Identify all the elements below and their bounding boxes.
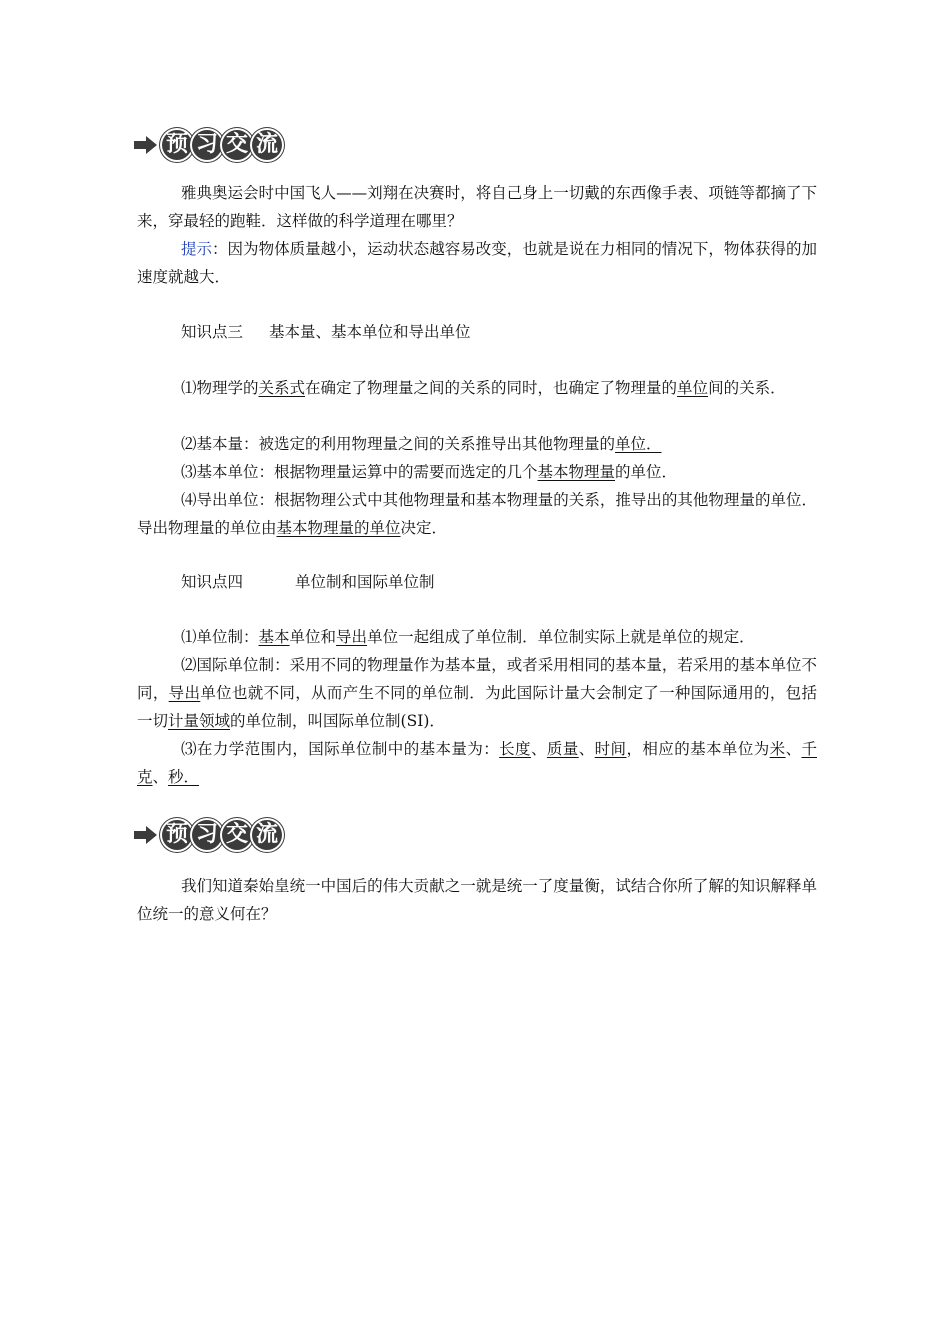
topic-label: 知识点四 [181,573,244,591]
hint-text: ：因为物体质量越小，运动状态越容易改变，也就是说在力相同的情况下，物体获得的加速度就越大． [137,240,817,286]
section-badge [160,128,284,162]
badge-char: 交 [220,128,254,162]
text-run: 间的关系． [708,379,786,397]
badge-char: 习 [190,818,224,852]
answer-blank: 基本物理量的单位 [276,519,401,537]
topic3-point-3 [137,458,817,486]
arrow-right-icon [134,135,158,155]
badge-char: 交 [220,818,254,852]
badge-char: 预 [160,128,194,162]
topic4-point-2 [137,651,817,735]
badge-char: 流 [250,818,284,852]
answer-blank: 米 [769,740,786,758]
answer-blank: 基本 [258,628,290,646]
topic3-point-1 [137,374,817,402]
text-run: 、 [152,768,169,786]
badge-char: 习 [190,128,224,162]
text-run: ⑵国际单位制：采用不同的物理量作为基本量，或者采用相同的基本量，若采用的基本单位不同， [137,656,817,702]
text-run: 单位和 [289,628,337,646]
hint-paragraph [137,235,817,291]
text-run: 的单位制，叫国际单位制(SI)． [230,712,445,730]
answer-blank: 秒． [168,768,200,786]
text-run: 单位也就不同，从而产生不同的单位制．为此国际计量大会制定了一种国际通用的，包括一切 [137,684,817,730]
topic3-point-2 [137,430,817,458]
text-run: ⑴单位制： [181,628,259,646]
text-run: ⑶基本单位：根据物理量运算中的需要而选定的几个 [181,463,538,481]
answer-blank: 计量领域 [168,712,231,730]
topic-title: 基本量、基本单位和导出单位 [269,323,471,341]
text-run: 、 [530,740,547,758]
section-header-preview [134,124,284,166]
topic4-point-3 [137,735,817,791]
answer-blank: 导出 [336,628,368,646]
topic-title: 单位制和国际单位制 [295,573,435,591]
topic-label: 知识点三 [181,323,244,341]
text-run: ⑶在力学范围内，国际单位制中的基本量为： [181,740,500,758]
text-run: ⑷导出单位：根据物理公式中其他物理量和基本物理量的关系，推导出的其他物理量的单位．导出物理量的单位由 [137,491,817,537]
text-run: 在确定了物理量之间的关系的同时，也确定了物理量的 [305,379,678,397]
intro-paragraph: 雅典奥运会时中国飞人——刘翔在决赛时，将自己身上一切戴的东西像手表、项链等都摘了下来，穿最轻的跑鞋．这样做的科学道理在哪里？ [137,184,817,230]
topic-heading-3 [181,318,471,346]
answer-blank: 时间 [594,740,627,758]
answer-blank: 导出 [168,684,201,702]
hint-label: 提示 [181,240,213,258]
answer-blank: 基本物理量 [537,463,616,481]
topic3-point-4 [137,486,817,542]
section-badge [160,818,284,852]
answer-blank: 质量 [546,740,579,758]
text-run: 的单位． [615,463,678,481]
question-paragraph: 我们知道秦始皇统一中国后的伟大贡献之一就是统一了度量衡，试结合你所了解的知识解释单位统一的意义何在？ [137,877,817,923]
answer-blank: 长度 [499,740,531,758]
answer-blank: 单位． [615,435,662,453]
answer-blank: 关系式 [258,379,306,397]
badge-char: 预 [160,818,194,852]
answer-blank: 千克 [137,740,817,786]
answer-blank: 单位 [677,379,709,397]
text-run: ⑵基本量：被选定的利用物理量之间的关系推导出其他物理量的 [181,435,616,453]
section-header-preview [134,814,284,856]
text-run: 单位一起组成了单位制．单位制实际上就是单位的规定． [367,628,755,646]
text-run: 决定． [400,519,448,537]
text-run: 、 [578,740,595,758]
text-run: 、 [785,740,802,758]
arrow-right-icon [134,825,158,845]
topic-heading-4 [181,568,435,596]
text-run: ⑴物理学的 [181,379,259,397]
text-run: ，相应的基本单位为 [626,740,770,758]
badge-char: 流 [250,128,284,162]
topic4-point-1 [137,623,817,651]
